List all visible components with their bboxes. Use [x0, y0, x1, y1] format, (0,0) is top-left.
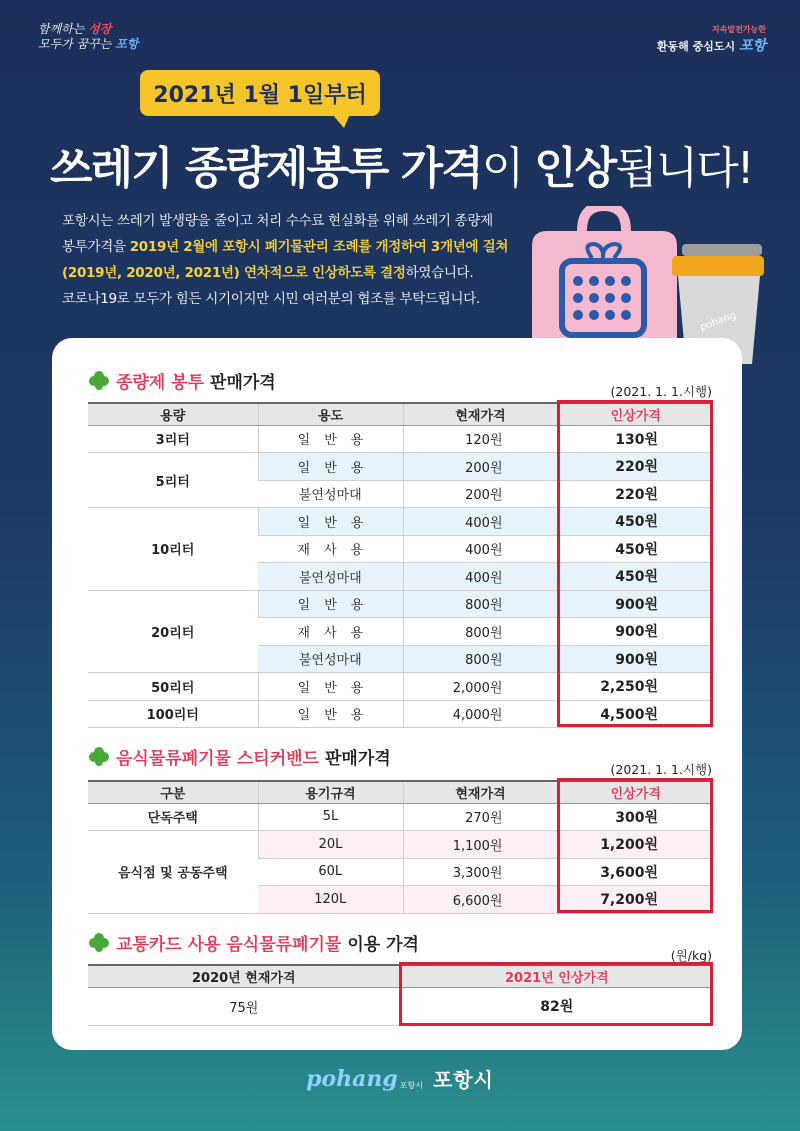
city-logo [657, 24, 766, 55]
slogan-text: 모두가 꿈꾸는 [38, 37, 112, 51]
page-title [50, 132, 760, 196]
use-cell: 재사용 [258, 535, 403, 563]
new-price-highlight [557, 778, 713, 913]
current-price: 400원 [403, 563, 558, 591]
new-price: 450원 [558, 535, 713, 563]
current-price: 400원 [403, 508, 558, 536]
new-price: 1,200원 [558, 831, 713, 859]
current-price: 800원 [403, 645, 558, 673]
new-price: 3,600원 [558, 858, 713, 886]
current-price: 270원 [403, 803, 558, 831]
column-header: 2020년 현재가격 [88, 965, 400, 987]
title-part: 이 [481, 143, 535, 194]
title-highlight: 종량제 봉투 [116, 373, 205, 393]
use-cell: 일반용 [258, 673, 403, 701]
slogan-text: 성장 [88, 22, 112, 36]
current-price: 800원 [403, 618, 558, 646]
intro-highlight: (2019년, 2020년, 2021년) 연차적으로 인상하도록 결정 [62, 265, 406, 281]
current-price: 200원 [403, 453, 558, 481]
title-part: 인상 [534, 143, 616, 194]
bin-handle-icon [682, 244, 762, 256]
city-logo-text: 환동해 중심도시 [656, 40, 736, 53]
use-cell: 일반용 [258, 590, 403, 618]
title-highlight: 음식물류폐기물 스티커밴드 [116, 749, 319, 769]
use-cell: 불연성마대 [258, 563, 403, 591]
column-header: 인상가격 [558, 781, 713, 803]
volume-cell: 3리터 [88, 425, 258, 453]
current-price: 200원 [403, 480, 558, 508]
category-cell: 음식점 및 공동주택 [88, 831, 258, 914]
column-header: 용도 [258, 403, 403, 425]
current-price: 400원 [403, 535, 558, 563]
clover-icon [88, 932, 110, 954]
use-cell: 재사용 [258, 618, 403, 646]
title-part: 됩니다! [615, 143, 753, 194]
new-price-highlight [557, 400, 713, 727]
intro-line: 코로나19로 모두가 힘든 시기이지만 시민 여러분의 협조를 부탁드립니다. [62, 291, 480, 307]
current-price: 4,000원 [403, 700, 558, 728]
bin-label: pohang [698, 310, 738, 334]
new-price: 82원 [400, 987, 713, 1025]
footer-logo [0, 1064, 800, 1093]
intro-line: 포항시는 쓰레기 발생량을 줄이고 처리 수수료 현실화를 위해 쓰레기 종량제 [62, 213, 493, 229]
intro-text: 하였습니다. [405, 265, 474, 281]
volume-cell: 10리터 [88, 508, 258, 591]
title-highlight: 교통카드 사용 음식물류폐기물 [116, 935, 342, 955]
column-header: 용기규격 [258, 781, 403, 803]
column-header: 2021년 인상가격 [400, 965, 713, 987]
category-cell: 단독주택 [88, 803, 258, 831]
new-price: 450원 [558, 508, 713, 536]
intro-paragraph [62, 208, 562, 312]
current-price: 800원 [403, 590, 558, 618]
bin-lid-icon [672, 256, 764, 276]
clover-icon [88, 746, 110, 768]
city-name: 포항시 [432, 1068, 494, 1092]
new-price: 450원 [558, 563, 713, 591]
size-cell: 5L [258, 803, 403, 831]
city-logo-tagline: 지속발전가능한 [711, 25, 766, 34]
slogan-logo [38, 22, 138, 52]
use-cell: 일반용 [258, 508, 403, 536]
title-text: 판매가격 [324, 749, 391, 769]
column-header: 용량 [88, 403, 258, 425]
current-price: 6,600원 [403, 886, 558, 914]
size-cell: 120L [258, 886, 403, 914]
current-price: 2,000원 [403, 673, 558, 701]
effective-date-badge: 2021년 1월 1일부터 [140, 70, 380, 116]
use-cell: 불연성마대 [258, 480, 403, 508]
column-header: 현재가격 [403, 403, 558, 425]
column-header: 인상가격 [558, 403, 713, 425]
current-price: 75원 [88, 987, 400, 1025]
volume-cell: 20리터 [88, 590, 258, 673]
section-title-stickers [88, 744, 391, 769]
new-price: 220원 [558, 453, 713, 481]
intro-highlight: 2019년 2월에 포항시 폐기물관리 조례를 개정하여 3개년에 걸쳐 [129, 239, 509, 255]
section-title-card-usage [88, 930, 419, 955]
column-header: 구분 [88, 781, 258, 803]
new-price: 300원 [558, 803, 713, 831]
current-price: 1,100원 [403, 831, 558, 859]
brand-logo-sub: 포항시 [399, 1081, 423, 1090]
volume-cell: 5리터 [88, 453, 258, 508]
use-cell: 일반용 [258, 453, 403, 481]
use-cell: 일반용 [258, 700, 403, 728]
effective-note: (2021. 1. 1.시행) [610, 762, 712, 777]
use-cell: 일반용 [258, 425, 403, 453]
new-price: 220원 [558, 480, 713, 508]
size-cell: 20L [258, 831, 403, 859]
new-price-highlight [399, 962, 713, 1026]
use-cell: 불연성마대 [258, 645, 403, 673]
section-title-bags [88, 368, 276, 393]
new-price: 900원 [558, 618, 713, 646]
title-part: 쓰레기 종량제봉투 가격 [50, 143, 482, 194]
new-price: 900원 [558, 645, 713, 673]
current-price: 120원 [403, 425, 558, 453]
new-price: 2,250원 [558, 673, 713, 701]
volume-cell: 100리터 [88, 700, 258, 728]
new-price: 7,200원 [558, 886, 713, 914]
clover-icon [88, 370, 110, 392]
volume-cell: 50리터 [88, 673, 258, 701]
intro-text: 봉투가격을 [62, 239, 130, 255]
slogan-text: 포항 [115, 37, 139, 51]
new-price: 900원 [558, 590, 713, 618]
effective-note: (2021. 1. 1.시행) [610, 384, 712, 399]
slogan-text: 함께하는 [38, 22, 85, 36]
city-logo-name: 포항 [738, 38, 766, 54]
title-text: 이용 가격 [347, 935, 419, 955]
current-price: 3,300원 [403, 858, 558, 886]
column-header: 현재가격 [403, 781, 558, 803]
new-price: 130원 [558, 425, 713, 453]
intro-line [62, 260, 562, 286]
new-price: 4,500원 [558, 700, 713, 728]
size-cell: 60L [258, 858, 403, 886]
title-text: 판매가격 [210, 373, 276, 393]
intro-line [62, 234, 562, 260]
unit-note: (원/kg) [670, 948, 712, 963]
brand-logo: pohang [306, 1065, 398, 1092]
